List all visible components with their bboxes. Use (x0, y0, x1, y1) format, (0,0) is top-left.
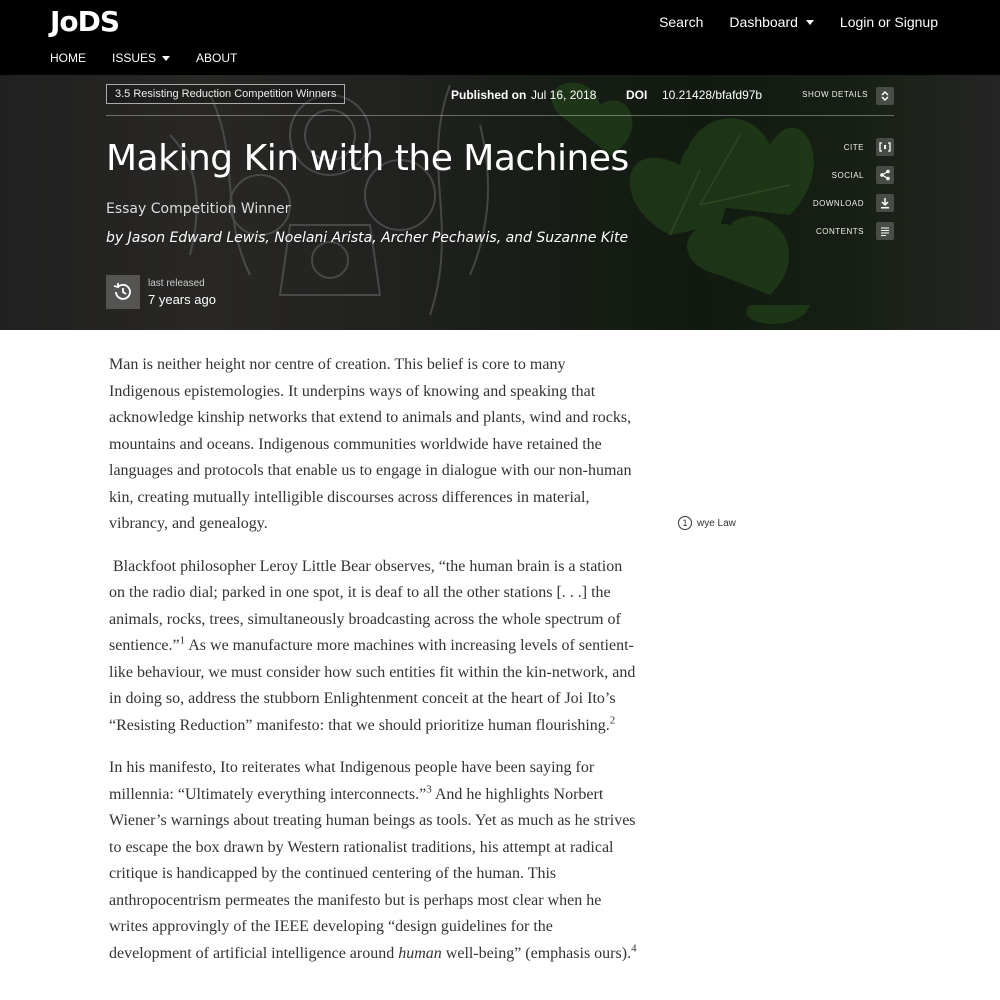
paragraph-2-text-a: Blackfoot philosopher Leroy Little Bear observes, “the human brain is a station on the radio dial; parked in one spot, it is deaf to all the other stations [. . .] the animals, rocks, trees, simultaneously broadcasting across the whole spectrum of sentience.” (109, 557, 623, 654)
download-button[interactable] (813, 189, 894, 217)
doi-value[interactable]: 10.21428/bfafd97b (662, 88, 763, 102)
dashboard-label: Dashboard (729, 14, 798, 30)
nav-home[interactable]: HOME (50, 51, 86, 65)
article-header (0, 75, 1000, 330)
doi-label: DOI (626, 88, 648, 102)
paragraph-3 (109, 755, 639, 967)
social-button[interactable] (813, 161, 894, 189)
release-history-button[interactable] (106, 275, 140, 309)
paragraph-1 (109, 352, 639, 538)
sub-navigation (50, 51, 237, 65)
margin-note[interactable] (678, 516, 736, 530)
login-signup-link[interactable]: Login or Signup (839, 14, 938, 30)
margin-note-number: 1 (678, 516, 692, 530)
published-date: Jul 16, 2018 (531, 88, 597, 102)
paragraph-3-text-b: And he highlights Norbert Wiener’s warnings about treating human beings as tools. Yet as much as he strives to escape the box drawn by Western rationalist traditions, his attempt at radical critique is handicapped by the continued centering of the human. This anthropocentrism permeates the manifesto but is perhaps most clear when he writes approvingly of the IEEE developing “design guidelines for the development of artificial intelligence around (109, 785, 636, 962)
article-byline: by Jason Edward Lewis, Noelani Arista, Archer Pechawis, and Suzanne Kite (106, 230, 629, 246)
chevron-down-icon (162, 56, 170, 61)
share-icon (876, 166, 894, 184)
site-logo[interactable]: JoDS (50, 5, 120, 38)
cite-icon (876, 138, 894, 156)
expand-details-icon[interactable] (876, 87, 894, 105)
social-label: SOCIAL (831, 170, 864, 180)
cite-button[interactable] (813, 133, 894, 161)
download-icon (876, 194, 894, 212)
download-label: DOWNLOAD (812, 198, 864, 208)
collection-badge[interactable]: 3.5 Resisting Reduction Competition Winners (106, 84, 345, 104)
page-title: Making Kin with the Machines (106, 138, 629, 179)
contents-label: CONTENTS (816, 226, 864, 236)
footnote-ref-2[interactable]: 2 (609, 714, 616, 727)
search-link[interactable]: Search (659, 14, 704, 30)
published-label: Published on (451, 88, 527, 102)
paragraph-1-text: Man is neither height nor centre of creation. This belief is core to many Indigenous epistemologies. It underpins ways of knowing and speaking that acknowledge kinship networks that extend to animals and plants, wind and rocks, mountains and oceans. Indigenous communities worldwide have retained the languages and protocols that enable us to engage in dialogue with our non-human kin, creating mutually intelligible discourses across differences in material, vibrancy, and genealogy. (109, 356, 632, 532)
nav-issues[interactable] (112, 51, 170, 65)
contents-button[interactable] (813, 217, 894, 245)
article-subtitle: Essay Competition Winner (106, 201, 291, 217)
list-icon (876, 222, 894, 240)
release-label: last released (148, 278, 205, 289)
show-details-label[interactable]: SHOW DETAILS (802, 90, 868, 99)
chevron-down-icon (806, 20, 814, 25)
emphasis-human: human (398, 944, 442, 962)
margin-note-text: wye Law (697, 517, 736, 529)
paragraph-3-text-c: well-being” (emphasis ours). (441, 944, 632, 962)
article-body (109, 352, 639, 983)
paragraph-2-text-b: As we manufacture more machines with increasing levels of sentient-like behaviour, we must consider how such entities fit within the kin-network, and in doing so, address the stubborn Enlightenment conceit at the heart of Joi Ito’s “Resisting Reduction” manifesto: that we should prioritize human flourishing. (109, 637, 636, 734)
dashboard-menu[interactable] (729, 14, 814, 30)
footnote-ref-1[interactable]: 1 (179, 634, 186, 647)
paragraph-3-text-a: In his manifesto, Ito reiterates what Indigenous people have been saying for millennia: “Ultimately everything interconnects.” (109, 759, 595, 803)
cite-label: CITE (843, 142, 864, 152)
release-value: 7 years ago (148, 292, 216, 307)
nav-about[interactable]: ABOUT (196, 51, 238, 65)
header-divider (106, 115, 894, 116)
footnote-ref-4[interactable]: 4 (631, 942, 637, 955)
nav-issues-label: ISSUES (112, 51, 157, 65)
top-navbar (0, 0, 1000, 75)
paragraph-2 (109, 554, 639, 740)
footnote-ref-3[interactable]: 3 (426, 783, 432, 796)
article-actions (813, 133, 894, 245)
history-icon (112, 281, 134, 303)
header-right-nav (659, 14, 938, 30)
